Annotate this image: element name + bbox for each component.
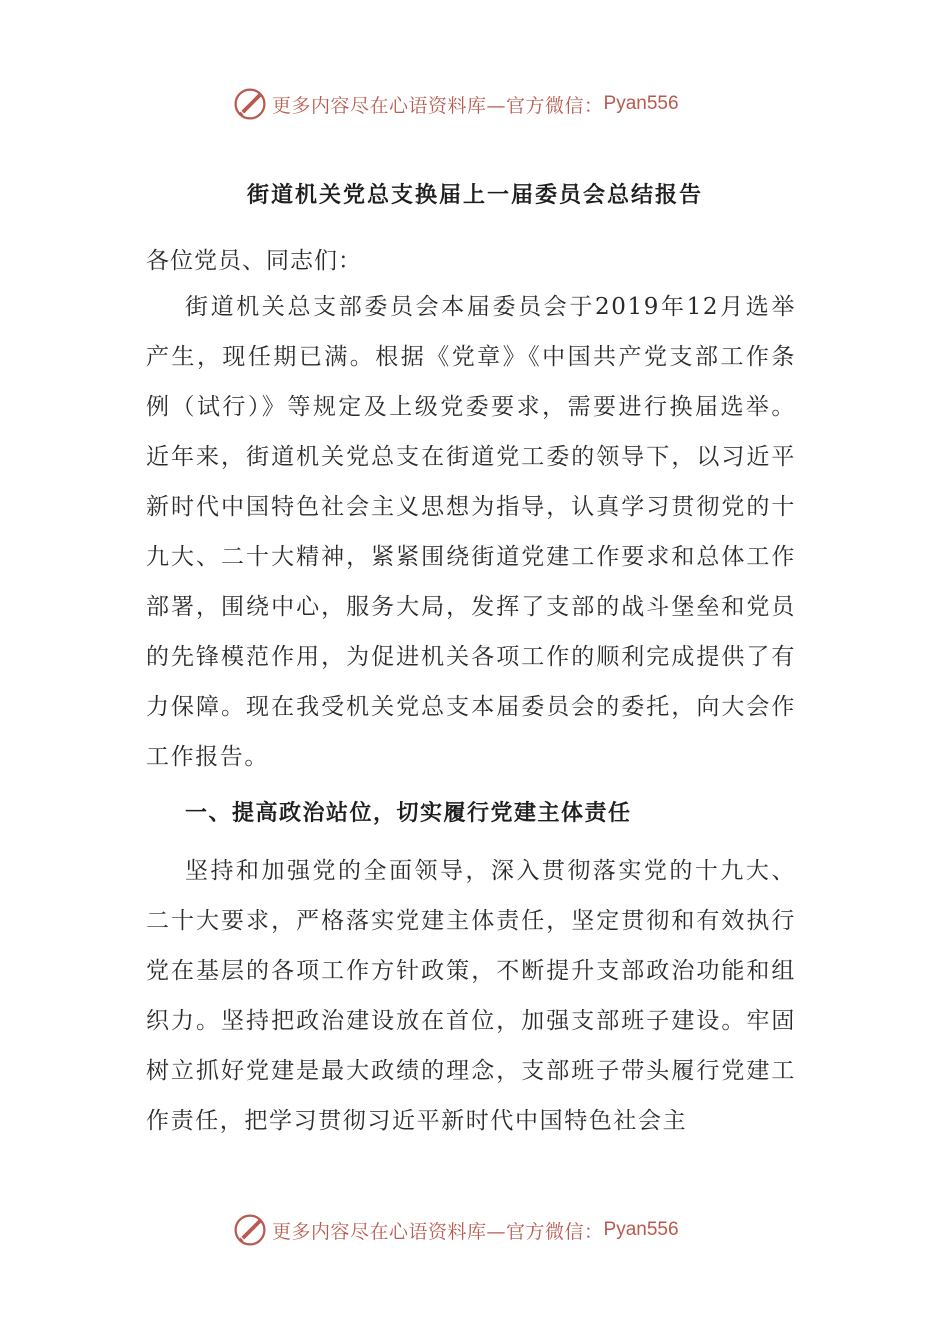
intro-paragraph: 街道机关总支部委员会本届委员会于2019年12月选举产生，现任期已满。根据《党章》《中国共产党支部工作条例（试行）》等规定及上级党委要求，需要进行换届选举。近年来，街道机关党总支在街道党工委的领导下，以习近平新时代中国特色社会主义思想为指导，认真学习贯彻党的十九大、二十大精神，紧紧围绕街道党建工作要求和总体工作部署，围绕中心，服务大局，发挥了支部的战斗堡垒和党员的先锋模范作用，为促进机关各项工作的顺利完成提供了有力保障。现在我受机关党总支本届委员会的委托，向大会作工作报告。 [146,294,796,770]
header-watermark [0,84,950,124]
wechat-id: Pyan556 [603,1219,679,1240]
section-paragraph: 坚持和加强党的全面领导，深入贯彻落实党的十九大、二十大要求，严格落实党建主体责任，坚定贯彻和有效执行党在基层的各项工作方针政策，不断提升支部政治功能和组织力。坚持把政治建设放在首位，加强支部班子建设。牢固树立抓好党建是最大政绩的理念，支部班子带头履行党建工作责任，把学习贯彻习近平新时代中国特色社会主 [146,858,796,1134]
watermark-text: 更多内容尽在心语资料库—官方微信： [272,94,604,117]
footer-watermark [0,1210,950,1250]
wechat-id: Pyan556 [603,93,679,114]
quill-pen-logo-icon [232,1212,268,1248]
document-title: 街道机关党总支换届上一届委员会总结报告 [246,183,703,208]
watermark-text: 更多内容尽在心语资料库—官方微信： [272,1220,604,1243]
salutation: 各位党员、同志们： [146,248,362,274]
quill-pen-logo-icon [232,86,268,122]
section-heading: 一、提高政治站位，切实履行党建主体责任 [185,801,632,826]
